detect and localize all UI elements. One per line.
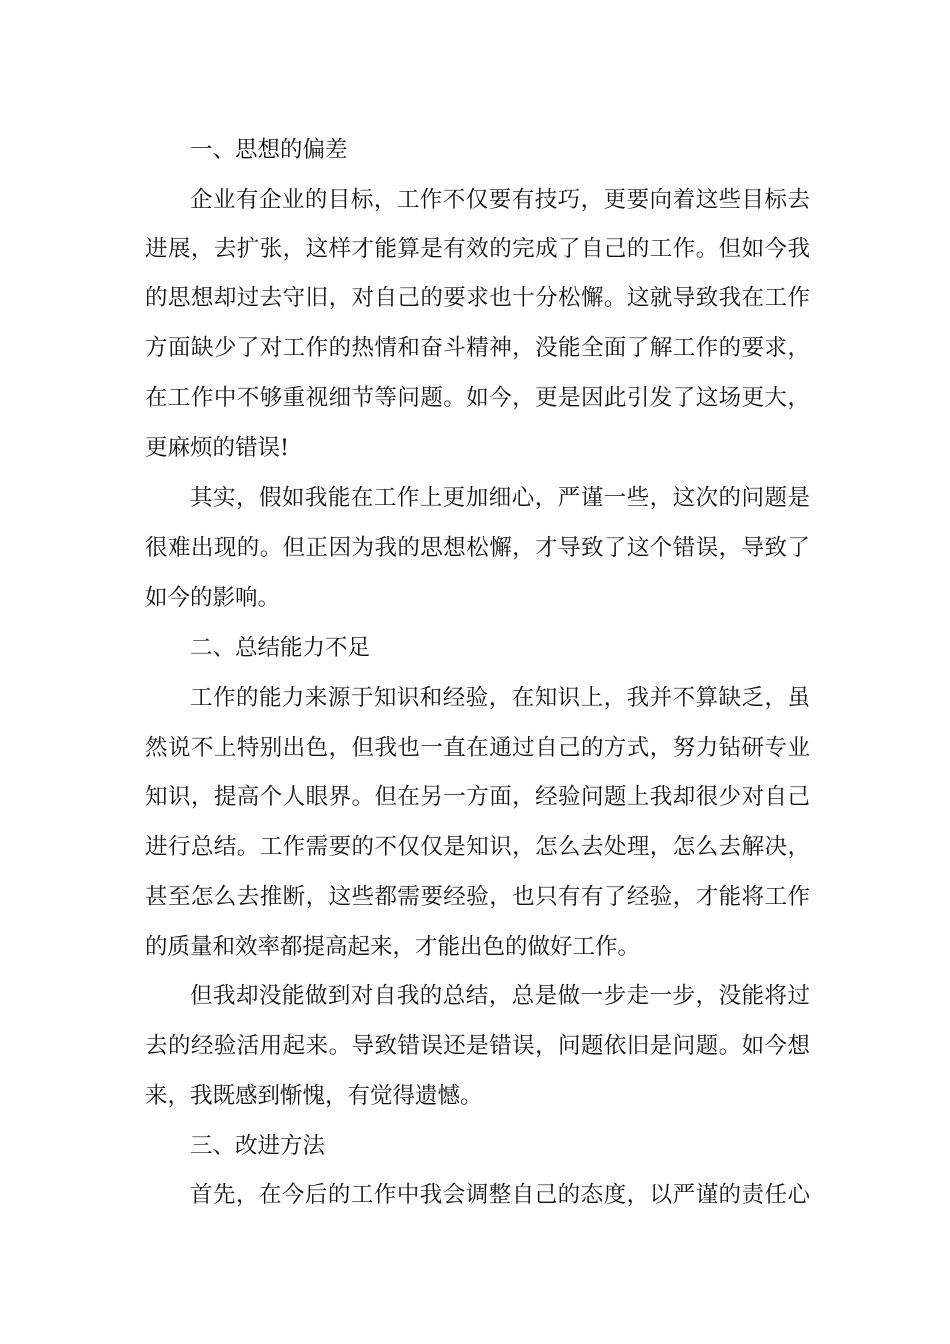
paragraph-line: 企业有企业的目标，工作不仅要有技巧，更要向着这些目标去	[190, 187, 810, 213]
paragraph-line: 知识，提高个人眼界。但在另一方面，经验问题上我却很少对自己	[145, 784, 810, 810]
paragraph-line: 但我却没能做到对自我的总结，总是做一步走一步，没能将过	[190, 983, 810, 1009]
paragraph-line: 进展，去扩张，这样才能算是有效的完成了自己的工作。但如今我	[145, 236, 810, 262]
paragraph-line: 进行总结。工作需要的不仅仅是知识，怎么去处理，怎么去解决，	[145, 834, 810, 860]
paragraph-line: 甚至怎么去推断，这些都需要经验，也只有有了经验，才能将工作	[145, 884, 810, 910]
paragraph-line: 去的经验活用起来。导致错误还是错误，问题依旧是问题。如今想	[145, 1033, 810, 1059]
paragraph-line: 然说不上特别出色，但我也一直在通过自己的方式，努力钻研专业	[145, 735, 810, 761]
heading-3: 三、改进方法	[190, 1133, 326, 1159]
paragraph-line: 工作的能力来源于知识和经验，在知识上，我并不算缺乏，虽	[190, 685, 810, 711]
paragraph-line: 来，我既感到惭愧，有觉得遗憾。	[145, 1083, 483, 1109]
paragraph-line: 更麻烦的错误!	[145, 435, 290, 461]
paragraph-line: 方面缺少了对工作的热情和奋斗精神，没能全面了解工作的要求，	[145, 335, 810, 361]
paragraph-line: 其实，假如我能在工作上更加细心，严谨一些，这次的问题是	[190, 485, 810, 511]
paragraph-line: 首先，在今后的工作中我会调整自己的态度，以严谨的责任心	[190, 1182, 810, 1208]
paragraph-line: 的质量和效率都提高起来，才能出色的做好工作。	[145, 934, 641, 960]
heading-2: 二、总结能力不足	[190, 635, 371, 661]
paragraph-line: 很难出现的。但正因为我的思想松懈，才导致了这个错误，导致了	[145, 535, 810, 561]
paragraph-line: 的思想却过去守旧，对自己的要求也十分松懈。这就导致我在工作	[145, 285, 810, 311]
paragraph-line: 在工作中不够重视细节等问题。如今，更是因此引发了这场更大，	[145, 385, 810, 411]
heading-1: 一、思想的偏差	[190, 137, 348, 163]
paragraph-line: 如今的影响。	[145, 585, 281, 611]
